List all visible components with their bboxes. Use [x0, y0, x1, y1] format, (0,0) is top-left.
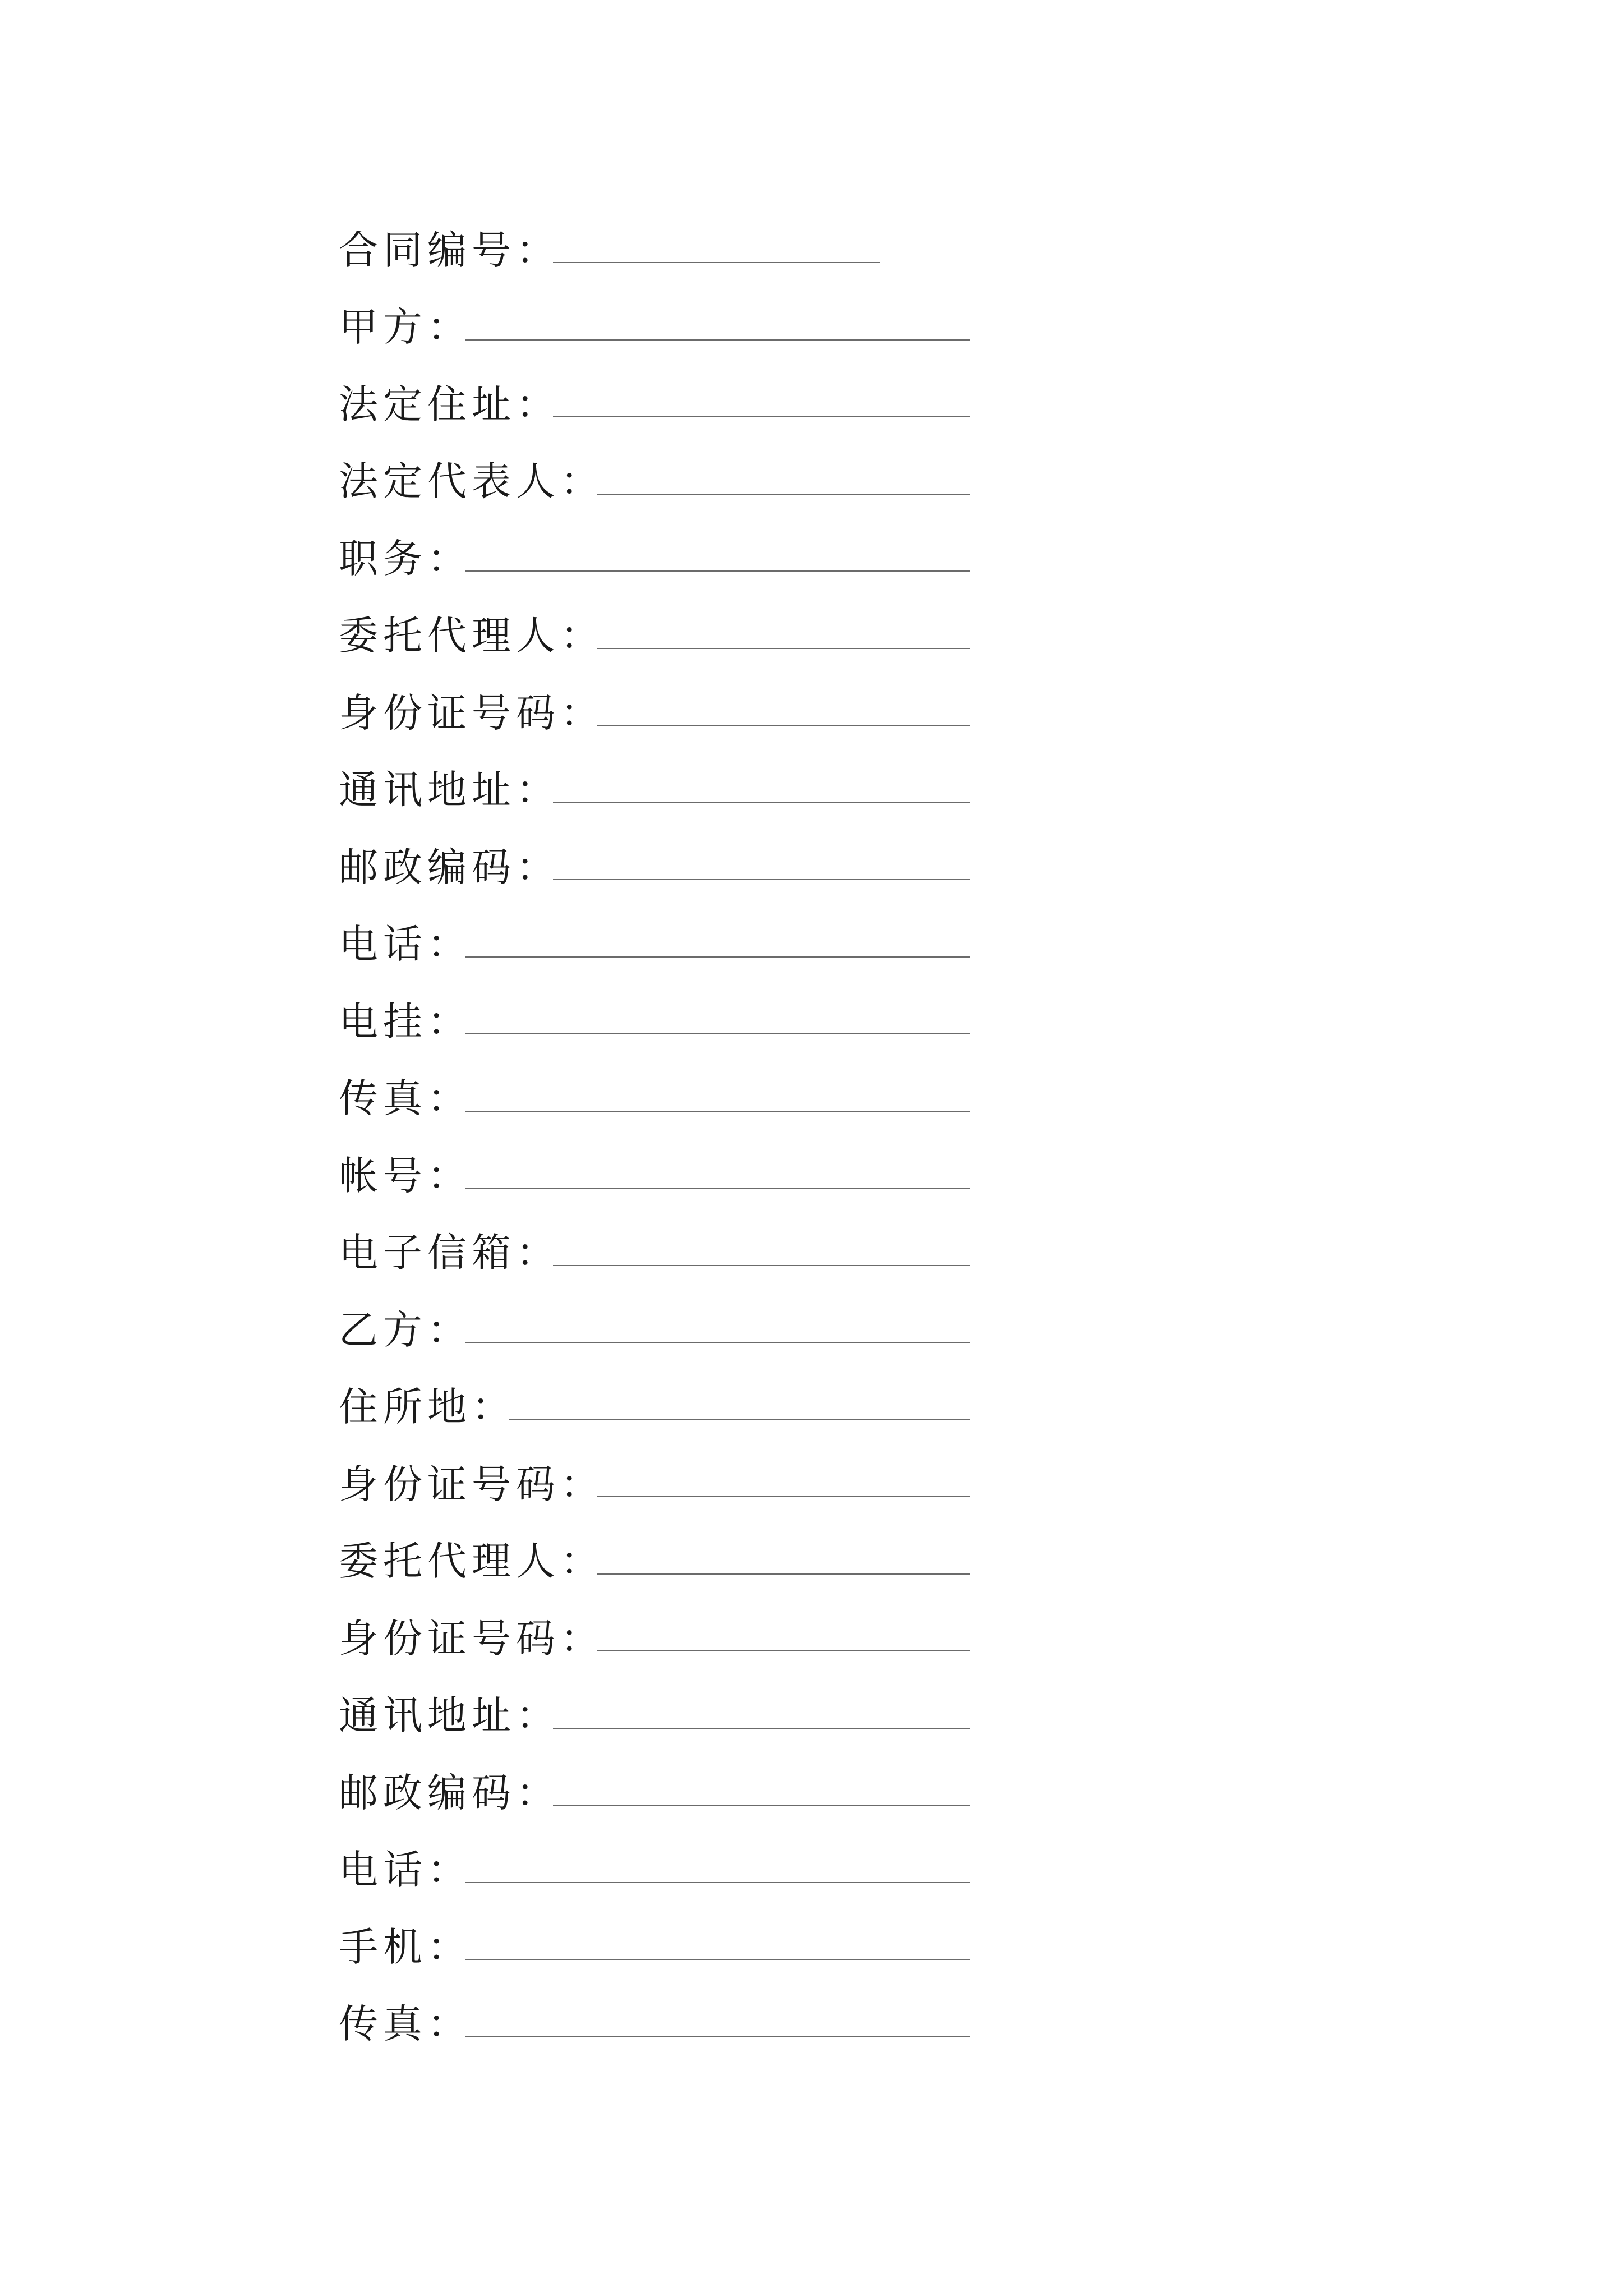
blank-line[interactable] — [465, 956, 970, 958]
blank-line[interactable] — [553, 416, 970, 417]
blank-line[interactable] — [597, 1650, 970, 1651]
blank-line[interactable] — [597, 1573, 970, 1575]
blank-line[interactable] — [553, 262, 880, 263]
field-label: 通讯地址： — [339, 767, 560, 813]
field-label: 身份证号码： — [339, 689, 605, 736]
field-label: 职务： — [339, 535, 472, 582]
field-label: 帐号： — [339, 1152, 472, 1199]
field-domicile-b — [339, 1369, 978, 1446]
field-fax-b — [339, 1986, 978, 2063]
blank-line[interactable] — [465, 2036, 970, 2037]
blank-line[interactable] — [597, 1496, 970, 1497]
field-label: 委托代理人： — [339, 613, 605, 659]
field-party-a — [339, 289, 978, 366]
field-label: 电话： — [339, 1847, 472, 1893]
field-account-a — [339, 1137, 978, 1214]
field-label: 手机： — [339, 1924, 472, 1970]
field-mailing-address-b — [339, 1677, 978, 1755]
field-label: 法定住址： — [339, 381, 560, 427]
blank-line[interactable] — [465, 1188, 970, 1189]
field-party-b — [339, 1291, 978, 1369]
field-label: 电话： — [339, 921, 472, 968]
contract-party-form — [339, 211, 978, 2063]
field-label: 身份证号码： — [339, 1615, 605, 1662]
blank-line[interactable] — [465, 1342, 970, 1343]
blank-line[interactable] — [465, 339, 970, 341]
field-label: 合同编号： — [339, 227, 560, 273]
blank-line[interactable] — [553, 1805, 970, 1806]
field-position — [339, 520, 978, 597]
field-mobile-b — [339, 1908, 978, 1986]
blank-line[interactable] — [553, 879, 970, 880]
blank-line[interactable] — [553, 1728, 970, 1729]
field-label: 委托代理人： — [339, 1538, 605, 1585]
field-legal-representative — [339, 443, 978, 521]
field-label: 乙方： — [339, 1306, 472, 1353]
field-label: 电挂： — [339, 998, 472, 1045]
blank-line[interactable] — [465, 1959, 970, 1960]
field-fax-a — [339, 1060, 978, 1138]
blank-line[interactable] — [465, 1882, 970, 1883]
field-label: 电子信箱： — [339, 1230, 560, 1276]
field-cable-a — [339, 983, 978, 1060]
blank-line[interactable] — [553, 1265, 970, 1266]
field-label: 住所地： — [339, 1384, 516, 1430]
field-label: 法定代表人： — [339, 458, 605, 505]
blank-line[interactable] — [553, 802, 970, 803]
field-agent-id-number-b — [339, 1600, 978, 1677]
field-label: 通讯地址： — [339, 1692, 560, 1739]
blank-line[interactable] — [465, 1033, 970, 1034]
field-phone-a — [339, 906, 978, 983]
field-authorized-agent-b — [339, 1523, 978, 1600]
field-legal-address — [339, 366, 978, 443]
blank-line[interactable] — [465, 1111, 970, 1112]
field-label: 邮政编码： — [339, 844, 560, 890]
field-id-number-a — [339, 674, 978, 752]
field-mailing-address-a — [339, 752, 978, 829]
field-label: 邮政编码： — [339, 1769, 560, 1816]
blank-line[interactable] — [597, 648, 970, 649]
blank-line[interactable] — [597, 494, 970, 495]
blank-line[interactable] — [509, 1419, 970, 1420]
field-id-number-b — [339, 1446, 978, 1523]
field-label: 身份证号码： — [339, 1461, 605, 1507]
field-label: 传真： — [339, 1075, 472, 1122]
blank-line[interactable] — [597, 725, 970, 726]
field-contract-number — [339, 211, 978, 289]
field-postcode-b — [339, 1754, 978, 1832]
blank-line[interactable] — [465, 570, 970, 572]
field-authorized-agent-a — [339, 597, 978, 675]
field-postcode-a — [339, 829, 978, 906]
field-phone-b — [339, 1832, 978, 1909]
field-label: 甲方： — [339, 304, 472, 351]
field-label: 传真： — [339, 2001, 472, 2047]
field-email-a — [339, 1214, 978, 1292]
